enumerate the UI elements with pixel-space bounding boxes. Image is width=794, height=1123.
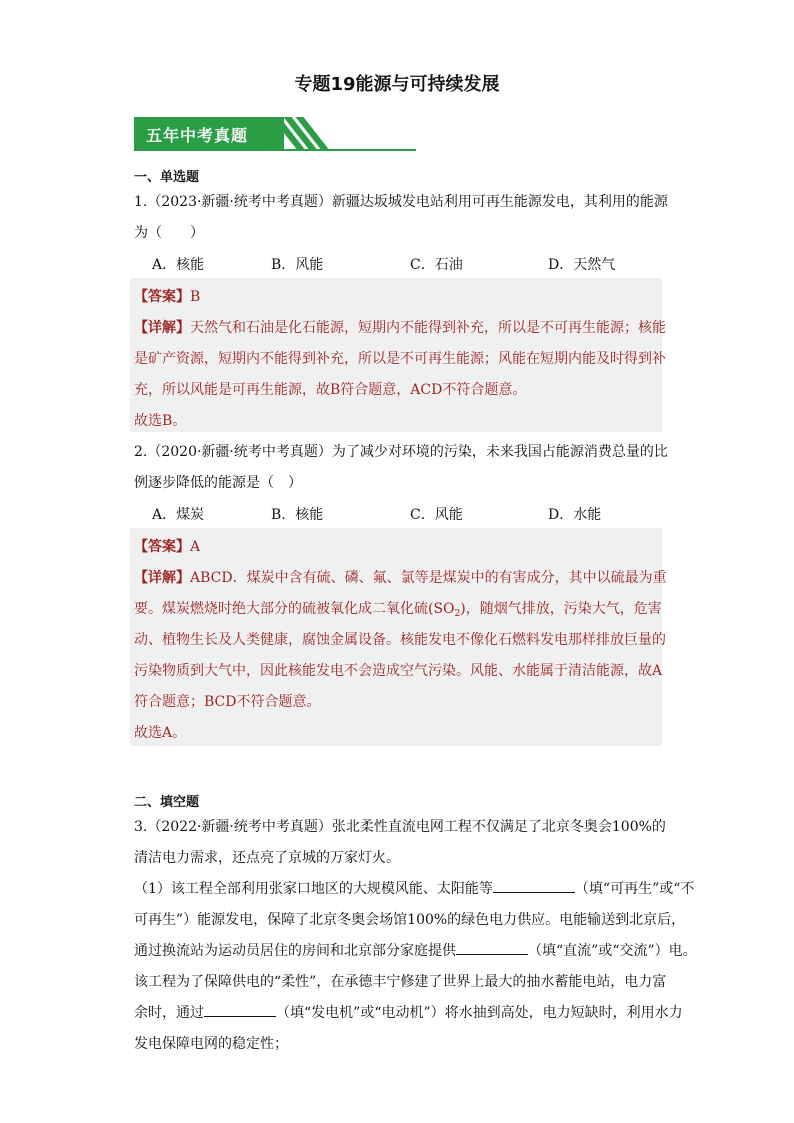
fill-blank[interactable]	[204, 1004, 276, 1017]
q3-stem-line: 清洁电力需求，还点亮了京城的万家灯火。	[134, 850, 400, 866]
q3-text: （填“发电机”或“电动机”）将水抽到高处，电力短缺时，利用水力	[276, 1005, 683, 1021]
q3-part1-line: 可再生”）能源发电，保障了北京冬奥会场馆100%的绿色电力供应。电能输送到北京后，	[134, 912, 686, 928]
q1-detail-text: 天然气和石油是化石能源，短期内不能得到补充，所以是不可再生能源；核能	[190, 320, 666, 336]
page-title: 专题19能源与可持续发展	[294, 74, 500, 95]
q2-detail-line: 符合题意；BCD不符合题意。	[134, 694, 321, 710]
q2-stem-line: 2.（2020·新疆·统考中考真题）为了减少对环境的污染，未来我国占能源消费总量的比	[134, 444, 668, 460]
q3-text: 余时，通过	[134, 1005, 204, 1021]
q3-part1-line: 发电保障电网的稳定性；	[134, 1036, 288, 1052]
q2-answer-tag: 【答案】	[134, 539, 190, 555]
q2-option-c: C．风能	[410, 507, 463, 523]
q1-answer	[134, 286, 664, 306]
q1-options	[134, 254, 664, 274]
q1-detail-line	[134, 317, 664, 337]
q2-detail-line	[134, 598, 664, 619]
q3-stem-line: 3.（2022·新疆·统考中考真题）张北柔性直流电网工程不仅满足了北京冬奥会100%的	[134, 819, 666, 835]
q2-detail-text: 要。煤炭燃烧时绝大部分的硫被氧化成二氧化硫(SO	[134, 601, 455, 617]
q2-detail-text: ABCD．煤炭中含有硫、磷、氟、氯等是煤炭中的有害成分，其中以硫最为重	[190, 570, 667, 586]
q1-option-b: B．风能	[271, 257, 324, 273]
q1-conclusion: 故选B。	[134, 413, 187, 429]
q3-text: （填“可再生”或“不	[574, 881, 695, 897]
fill-blank[interactable]	[493, 880, 575, 893]
q2-detail-line: 动、植物生长及人类健康，腐蚀金属设备。核能发电不像化石燃料发电那样排放巨量的	[134, 632, 666, 648]
q3-part1-line: 该工程为了保障供电的“柔性”，在承德丰宁修建了世界上最大的抽水蓄能电站，电力富	[134, 974, 667, 990]
so2-subscript: 2	[454, 609, 461, 619]
q2-detail-line	[134, 567, 667, 587]
q2-answer-value: A	[190, 539, 201, 555]
q1-detail-line: 充，所以风能是可再生能源，故B符合题意，ACD不符合题意。	[134, 382, 527, 398]
q1-answer-tag: 【答案】	[134, 289, 190, 305]
q2-option-b: B．核能	[271, 507, 324, 523]
q2-options	[134, 504, 664, 524]
section-banner	[134, 117, 416, 151]
q3-part1-line	[134, 940, 697, 960]
q2-detail-line: 污染物质到大气中，因此核能发电不会造成空气污染。风能、水能属于清洁能源，故A	[134, 663, 663, 679]
q1-answer-value: B	[190, 289, 201, 305]
banner-text: 五年中考真题	[146, 126, 249, 145]
q3-text: 通过换流站为运动员居住的房间和北京部分家庭提供	[134, 943, 456, 959]
q3-part1-line	[134, 878, 695, 898]
q1-option-a: A．核能	[152, 257, 205, 273]
banner-underline	[134, 149, 416, 151]
q2-conclusion: 故选A。	[134, 725, 187, 741]
q1-stem-line: 为（ ）	[134, 225, 204, 241]
q1-detail-tag: 【详解】	[134, 320, 190, 336]
section-heading-single-choice: 一、单选题	[134, 170, 200, 185]
q1-option-d: D．天然气	[548, 257, 616, 273]
q3-text: （填“直流”或“交流”）电。	[528, 943, 697, 959]
q1-option-c: C．石油	[410, 257, 463, 273]
q1-stem-line: 1.（2023·新疆·统考中考真题）新疆达坂城发电站利用可再生能源发电，其利用的能源	[134, 194, 668, 210]
fill-blank[interactable]	[456, 942, 528, 955]
q3-text: （1）该工程全部利用张家口地区的大规模风能、太阳能等	[134, 881, 493, 897]
q2-detail-tag: 【详解】	[134, 570, 190, 586]
q1-detail-line: 是矿产资源，短期内不能得到补充，所以是不可再生能源；风能在短期内能及时得到补	[134, 351, 666, 367]
q2-detail-text: )，随烟气排放，污染大气，危害	[460, 601, 662, 617]
q2-option-d: D．水能	[548, 507, 602, 523]
q2-option-a: A．煤炭	[152, 507, 205, 523]
q2-answer	[134, 536, 664, 556]
q2-stem-line: 例逐步降低的能源是（ ）	[134, 475, 302, 491]
section-heading-fill-in: 二、填空题	[134, 795, 200, 810]
q3-part1-line	[134, 1002, 683, 1022]
